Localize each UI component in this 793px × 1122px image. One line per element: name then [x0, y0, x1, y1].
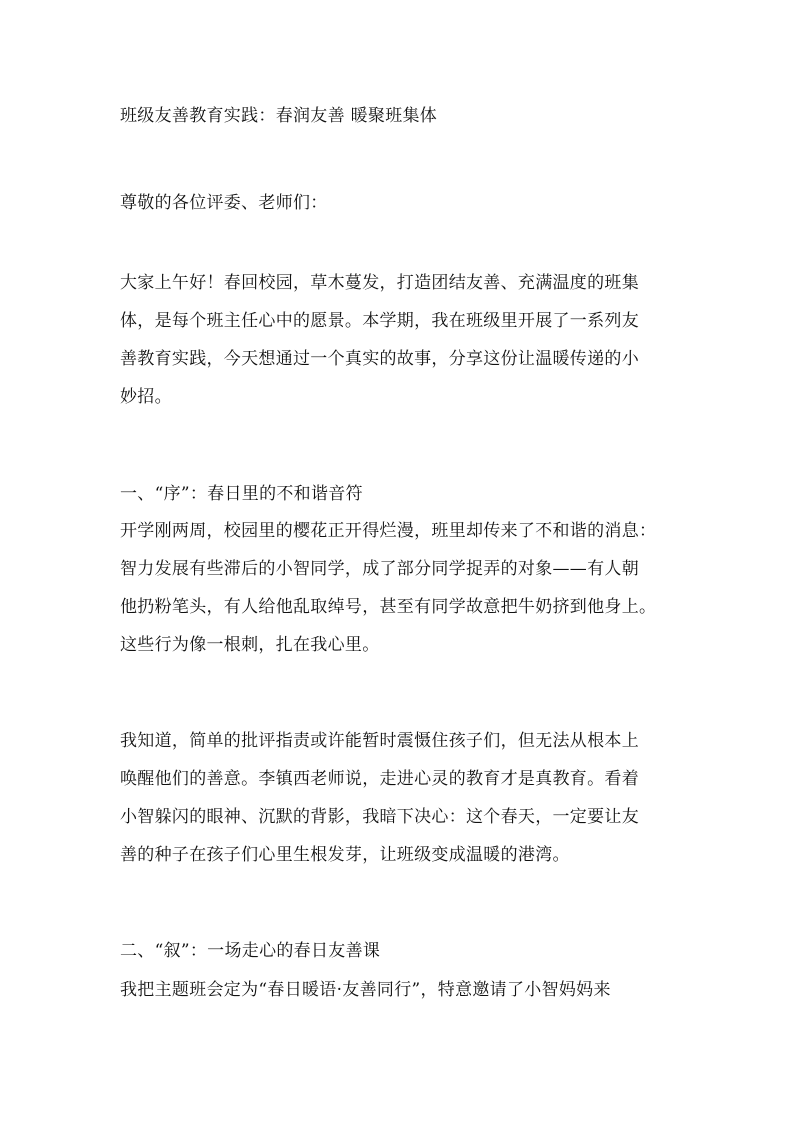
section1-line: 智力发展有些滞后的小智同学，成了部分同学捉弄的对象——有人朝 — [120, 559, 639, 579]
salutation: 尊敬的各位评委、老师们： — [120, 193, 328, 213]
section1-line: 这些行为像一根刺，扎在我心里。 — [120, 635, 380, 655]
document-title: 班级友善教育实践：春润友善 暖聚班集体 — [120, 106, 438, 126]
paragraph2-line: 小智躲闪的眼神、沉默的背影，我暗下决心：这个春天，一定要让友 — [120, 807, 639, 827]
section1-line: 开学刚两周，校园里的樱花正开得烂漫，班里却传来了不和谐的消息： — [120, 521, 657, 541]
paragraph2-line: 唤醒他们的善意。李镇西老师说，走进心灵的教育才是真教育。看着 — [120, 769, 639, 789]
paragraph2-line: 善的种子在孩子们心里生根发芽，让班级变成温暖的港湾。 — [120, 845, 570, 865]
section1-line: 他扔粉笔头，有人给他乱取绰号，甚至有同学故意把牛奶挤到他身上。 — [120, 597, 657, 617]
intro-line: 体，是每个班主任心中的愿景。本学期，我在班级里开展了一系列友 — [120, 311, 639, 331]
intro-line: 善教育实践，今天想通过一个真实的故事，分享这份让温暖传递的小 — [120, 349, 639, 369]
intro-line: 大家上午好！春回校园，草木蔓发，打造团结友善、充满温度的班集 — [120, 273, 639, 293]
intro-line: 妙招。 — [120, 387, 172, 407]
section-heading-2: 二、“叙”：一场走心的春日友善课 — [120, 941, 381, 961]
section-heading-1: 一、“序”：春日里的不和谐音符 — [120, 484, 363, 504]
section2-line: 我把主题班会定为“春日暖语·友善同行”，特意邀请了小智妈妈来 — [120, 980, 611, 1000]
paragraph2-line: 我知道，简单的批评指责或许能暂时震慑住孩子们，但无法从根本上 — [120, 731, 639, 751]
